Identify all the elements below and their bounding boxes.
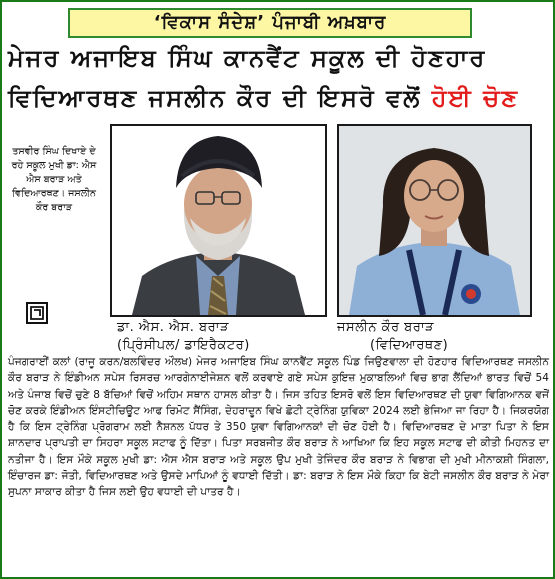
newspaper-banner: ‘ਵਿਕਾਸ ਸੰਦੇਸ਼’ ਪੰਜਾਬੀ ਅਖ਼ਬਾਰ (68, 8, 472, 38)
photo-caption: ਤਸਵੀਰ ਸਿੰਘ ਦਿਖਾਏ ਦੇ ਰਹੇ ਸਕੂਲ ਮੁਖੀ ਡਾ: ਐਸ ਐਸ ਬਰਾੜ ਅਤੇ ਵਿਦਿਆਰਥਣ। ਜਸਲੀਨ ਕੌਰ ਬਰਾੜ (11, 146, 97, 213)
principal-name: ਡਾ. ਐਸ. ਐਸ. ਬਰਾੜ (117, 320, 229, 335)
headline-line-1: ਮੇਜਰ ਅਜਾਇਬ ਸਿੰਘ ਕਾਨਵੈਂਟ ਸਕੂਲ ਦੀ ਹੋਣਹਾਰ (8, 44, 487, 72)
headline-line-2-main: ਵਿਦਿਆਰਥਣ ਜਸਲੀਨ ਕੌਰ ਦੀ ਇਸਰੋ ਵਲੋਂ (8, 84, 422, 112)
headline-highlight: ਹੋਈ ਚੋਣ (431, 84, 519, 112)
article-body: ਪੰਜਗਰਾਈਂ ਕਲਾਂ (ਰਾਜੂ ਕਰਨ/ਬਲਵਿੰਦਰ ਔਲਖ) ਮੇਜਰ ਅਜਾਇਬ ਸਿੰਘ ਕਾਨਵੈਂਟ ਸਕੂਲ ਪਿੰਡ ਜਿਉਣਵਾਲਾ ਦੀ ਹੋਣਹਾਰ ਵਿਦਿਆਰਥਣ ਜਸਲੀਨ ਕੌਰ ਬਰਾੜ ਨੇ ਇੰਡੀਅਨ ਸਪੇਸ ਰਿਸਰਚ ਆਰਗੇਨਾਈਜੇਸ਼ਨ ਵਲੋਂ ਕਰਵਾਏ ਗਏ ਸਪੇਸ ਕੁਇਜ਼ ਮੁਕਾਬਲਿਆਂ ਵਿਚ ਭਾਗ ਲੈਂਦਿਆਂ ਭਾਰਤ ਵਿਚੋਂ 54 ਅਤੇ ਪੰਜਾਬ ਵਿਚੋਂ ਚੁਣੇ 8 ਬੱਚਿਆਂ ਵਿਚੋਂ ਅਹਿਮ ਸਥਾਨ ਹਾਸਲ ਕੀਤਾ ਹੈ। ਜਿਸ ਤਹਿਤ ਇਸਰੋ ਵਲੋਂ ਇਸ ਵਿਦਿਆਰਥਣ ਦੀ ਯੁਵਾ ਵਿਗਿਆਨਕ ਵਜੋਂ ਚੋਣ ਕਰਕੇ ਇੰਡੀਅਨ ਇੰਸਟੀਚਿਊਟ ਆਫ ਰਿਮੋਟ ਸੈਂਸਿੰਗ, ਦੇਹਰਾਦੂਨ ਵਿਖੇ ਛੋਟੀ ਟ੍ਰੇਨਿੰਗ ਯੁਵਿਕਾ 2024 ਲਈ ਭੇਜਿਆ ਜਾ ਰਿਹਾ ਹੈ। ਜਿਕਰਯੋਗ ਹੈ ਕਿ ਇਸ ਟ੍ਰੇਨਿੰਗ ਪ੍ਰੋਗਰਾਮ ਲਈ ਨੈਸ਼ਨਲ ਪੱਧਰ ਤੇ 350 ਯੁਵਾ ਵਿਗਿਆਨਕਾਂ ਦੀ ਚੋਣ ਹੋਈ ਹੈ। ਵਿਦਿਆਰਥਣ ਦੇ ਮਾਤਾ ਪਿਤਾ ਨੇ ਇਸ ਸ਼ਾਨਦਾਰ ਪ੍ਰਾਪਤੀ ਦਾ ਸਿਹਰਾ ਸਕੂਲ ਸਟਾਫ ਨੂੰ ਦਿੱਤਾ। ਪਿਤਾ ਸਰਬਜੀਤ ਕੌਰ ਬਰਾੜ ਨੇ ਆਖਿਆ ਕਿ ਇਹ ਸਕੂਲ ਸਟਾਫ ਦੀ ਕੀਤੀ ਮਿਹਨਤ ਦਾ ਨਤੀਜਾ ਹੈ। ਇਸ ਮੌਕੇ ਸਕੂਲ ਮੁਖੀ ਡਾ: ਐਸ ਐਸ ਬਰਾੜ ਅਤੇ ਸਕੂਲ ਉਪ ਮੁਖੀ ਤੇਜਿੰਦਰ ਕੌਰ ਬਰਾੜ ਨੇ ਵਿਭਾਗ ਦੀ ਮੁਖੀ ਮੀਨਾਕਸ਼ੀ ਸਿੰਗਲਾ, ਇੰਚਾਰਜ ਡਾ: ਜੋਤੀ, ਵਿਦਿਆਰਥਣ ਅਤੇ ਉਸਦੇ ਮਾਪਿਆਂ ਨੂੰ ਵਧਾਈ ਦਿੱਤੀ। ਡਾ: ਬਰਾੜ ਨੇ ਇਸ ਮੌਕੇ ਕਿਹਾ ਕਿ ਬੇਟੀ ਜਸਲੀਨ ਕੌਰ ਬਰਾੜ ਨੇ ਮੇਰਾ ਸੁਪਨਾ ਸਾਕਾਰ ਕੀਤਾ ਹੈ ਜਿਸ ਲਈ ਉਹ ਵਧਾਈ ਦੀ ਪਾਤਰ ਹੈ। (8, 356, 549, 499)
student-name: ਜਸਲੀਨ ਕੌਰ ਬਰਾੜ (337, 320, 435, 335)
headline-line-2 (8, 84, 547, 112)
student-role: (ਵਿਦਿਆਰਥਣ) (370, 338, 449, 353)
principal-photo (110, 124, 327, 317)
newspaper-logo-icon (26, 302, 48, 324)
student-photo (337, 124, 532, 317)
principal-role: (ਪ੍ਰਿੰਸੀਪਲ/ ਡਾਇਰੈਕਟਰ) (117, 338, 250, 353)
